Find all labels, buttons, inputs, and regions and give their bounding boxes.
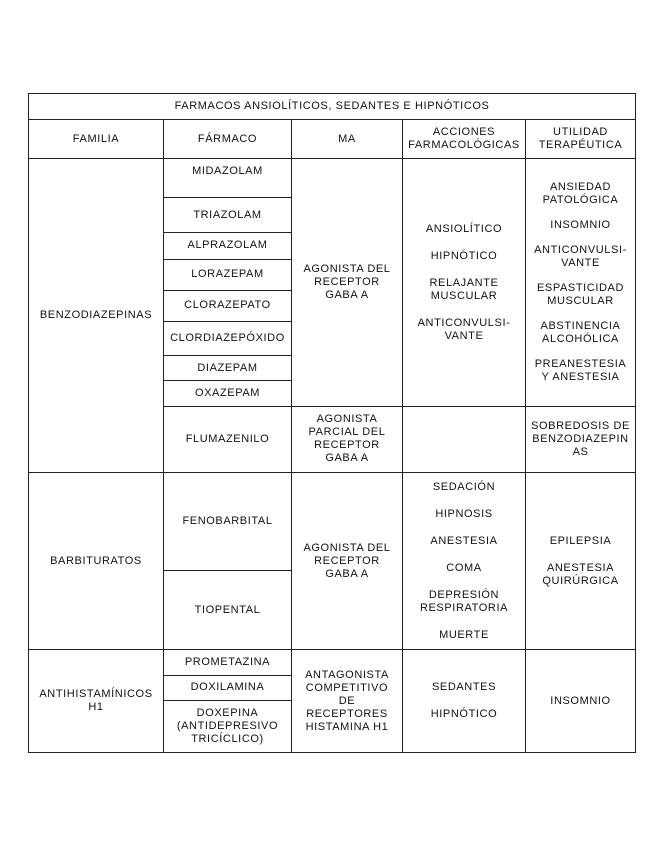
utilidad-item: ABSTINENCIA ALCOHÓLICA [540,320,621,346]
utilidad-barbituratos [526,472,636,650]
acciones-flumazenilo [403,407,526,472]
familia-benzodiazepinas: BENZODIAZEPINAS [29,159,164,472]
ma-flumazenilo: AGONISTA PARCIAL DEL RECEPTOR GABA A [292,407,403,472]
utilidad-item: EPILEPSIA [549,534,612,547]
farmaco-clorazepato: CLORAZEPATO [164,290,292,321]
utilidad-item: INSOMNIO [550,219,611,232]
accion-item: HIPNÓTICO [430,708,498,721]
utilidad-item: ANSIEDAD PATOLÓGICA [542,181,619,207]
accion-item: HIPNOSIS [435,507,493,520]
header-utilidad: UTILIDAD TERAPÉUTICA [526,120,636,159]
accion-item: DEPRESIÓN RESPIRATORIA [419,588,509,614]
farmaco-flumazenilo: FLUMAZENILO [164,407,292,472]
farmaco-tiopental: TIOPENTAL [164,571,292,650]
farmacos-table [28,93,636,753]
familia-barbituratos: BARBITURATOS [29,472,164,650]
accion-item: COMA [446,561,482,574]
utilidad-item: PREANESTESIA Y ANESTESIA [534,358,627,384]
utilidad-benzodiazepinas [526,159,636,407]
accion-item: ANSIOLÍTICO [425,222,503,235]
ma-benzodiazepinas: AGONISTA DEL RECEPTOR GABA A [292,159,403,407]
utilidad-item: ESPASTICIDAD MUSCULAR [536,282,625,308]
farmaco-fenobarbital: FENOBARBITAL [164,472,292,570]
utilidad-item: ANESTESIA QUIRÚRGICA [542,561,619,587]
accion-item: ANTICONVULSI- VANTE [417,316,511,342]
accion-item: RELAJANTE MUSCULAR [429,276,499,302]
utilidad-antihistaminicos: INSOMNIO [526,650,636,753]
header-ma: MA [292,120,403,159]
acciones-barbituratos [403,472,526,650]
table-title: FARMACOS ANSIOLÍTICOS, SEDANTES E HIPNÓTICOS [29,94,636,120]
header-familia: FAMILIA [29,120,164,159]
farmaco-doxilamina: DOXILAMINA [164,675,292,700]
accion-item: HIPNÓTICO [430,249,498,262]
farmaco-oxazepam: OXAZEPAM [164,381,292,407]
acciones-benzodiazepinas [403,159,526,407]
farmaco-midazolam: MIDAZOLAM [164,159,292,198]
acciones-antihistaminicos [403,650,526,753]
accion-item: SEDACIÓN [432,480,496,493]
header-farmaco: FÁRMACO [164,120,292,159]
accion-item: MUERTE [439,628,489,641]
farmaco-triazolam: TRIAZOLAM [164,198,292,232]
header-acciones: ACCIONES FARMACOLÓGICAS [403,120,526,159]
accion-item: SEDANTES [431,681,497,694]
farmaco-clordiazepoxido: CLORDIAZEPÓXIDO [164,321,292,355]
farmaco-alprazolam: ALPRAZOLAM [164,232,292,259]
farmaco-doxepina: DOXEPINA (ANTIDEPRESIVO TRICÍCLICO) [164,700,292,752]
farmaco-lorazepam: LORAZEPAM [164,259,292,290]
familia-antihistaminicos: ANTIHISTAMÍNICOS H1 [29,650,164,753]
utilidad-item: ANTICONVULSI- VANTE [534,244,627,270]
accion-item: ANESTESIA [430,534,498,547]
farmaco-prometazina: PROMETAZINA [164,650,292,675]
utilidad-flumazenilo: SOBREDOSIS DE BENZODIAZEPIN AS [526,407,636,472]
farmaco-diazepam: DIAZEPAM [164,356,292,381]
ma-barbituratos: AGONISTA DEL RECEPTOR GABA A [292,472,403,650]
ma-antihistaminicos: ANTAGONISTA COMPETITIVO DE RECEPTORES HISTAMINA H1 [292,650,403,753]
